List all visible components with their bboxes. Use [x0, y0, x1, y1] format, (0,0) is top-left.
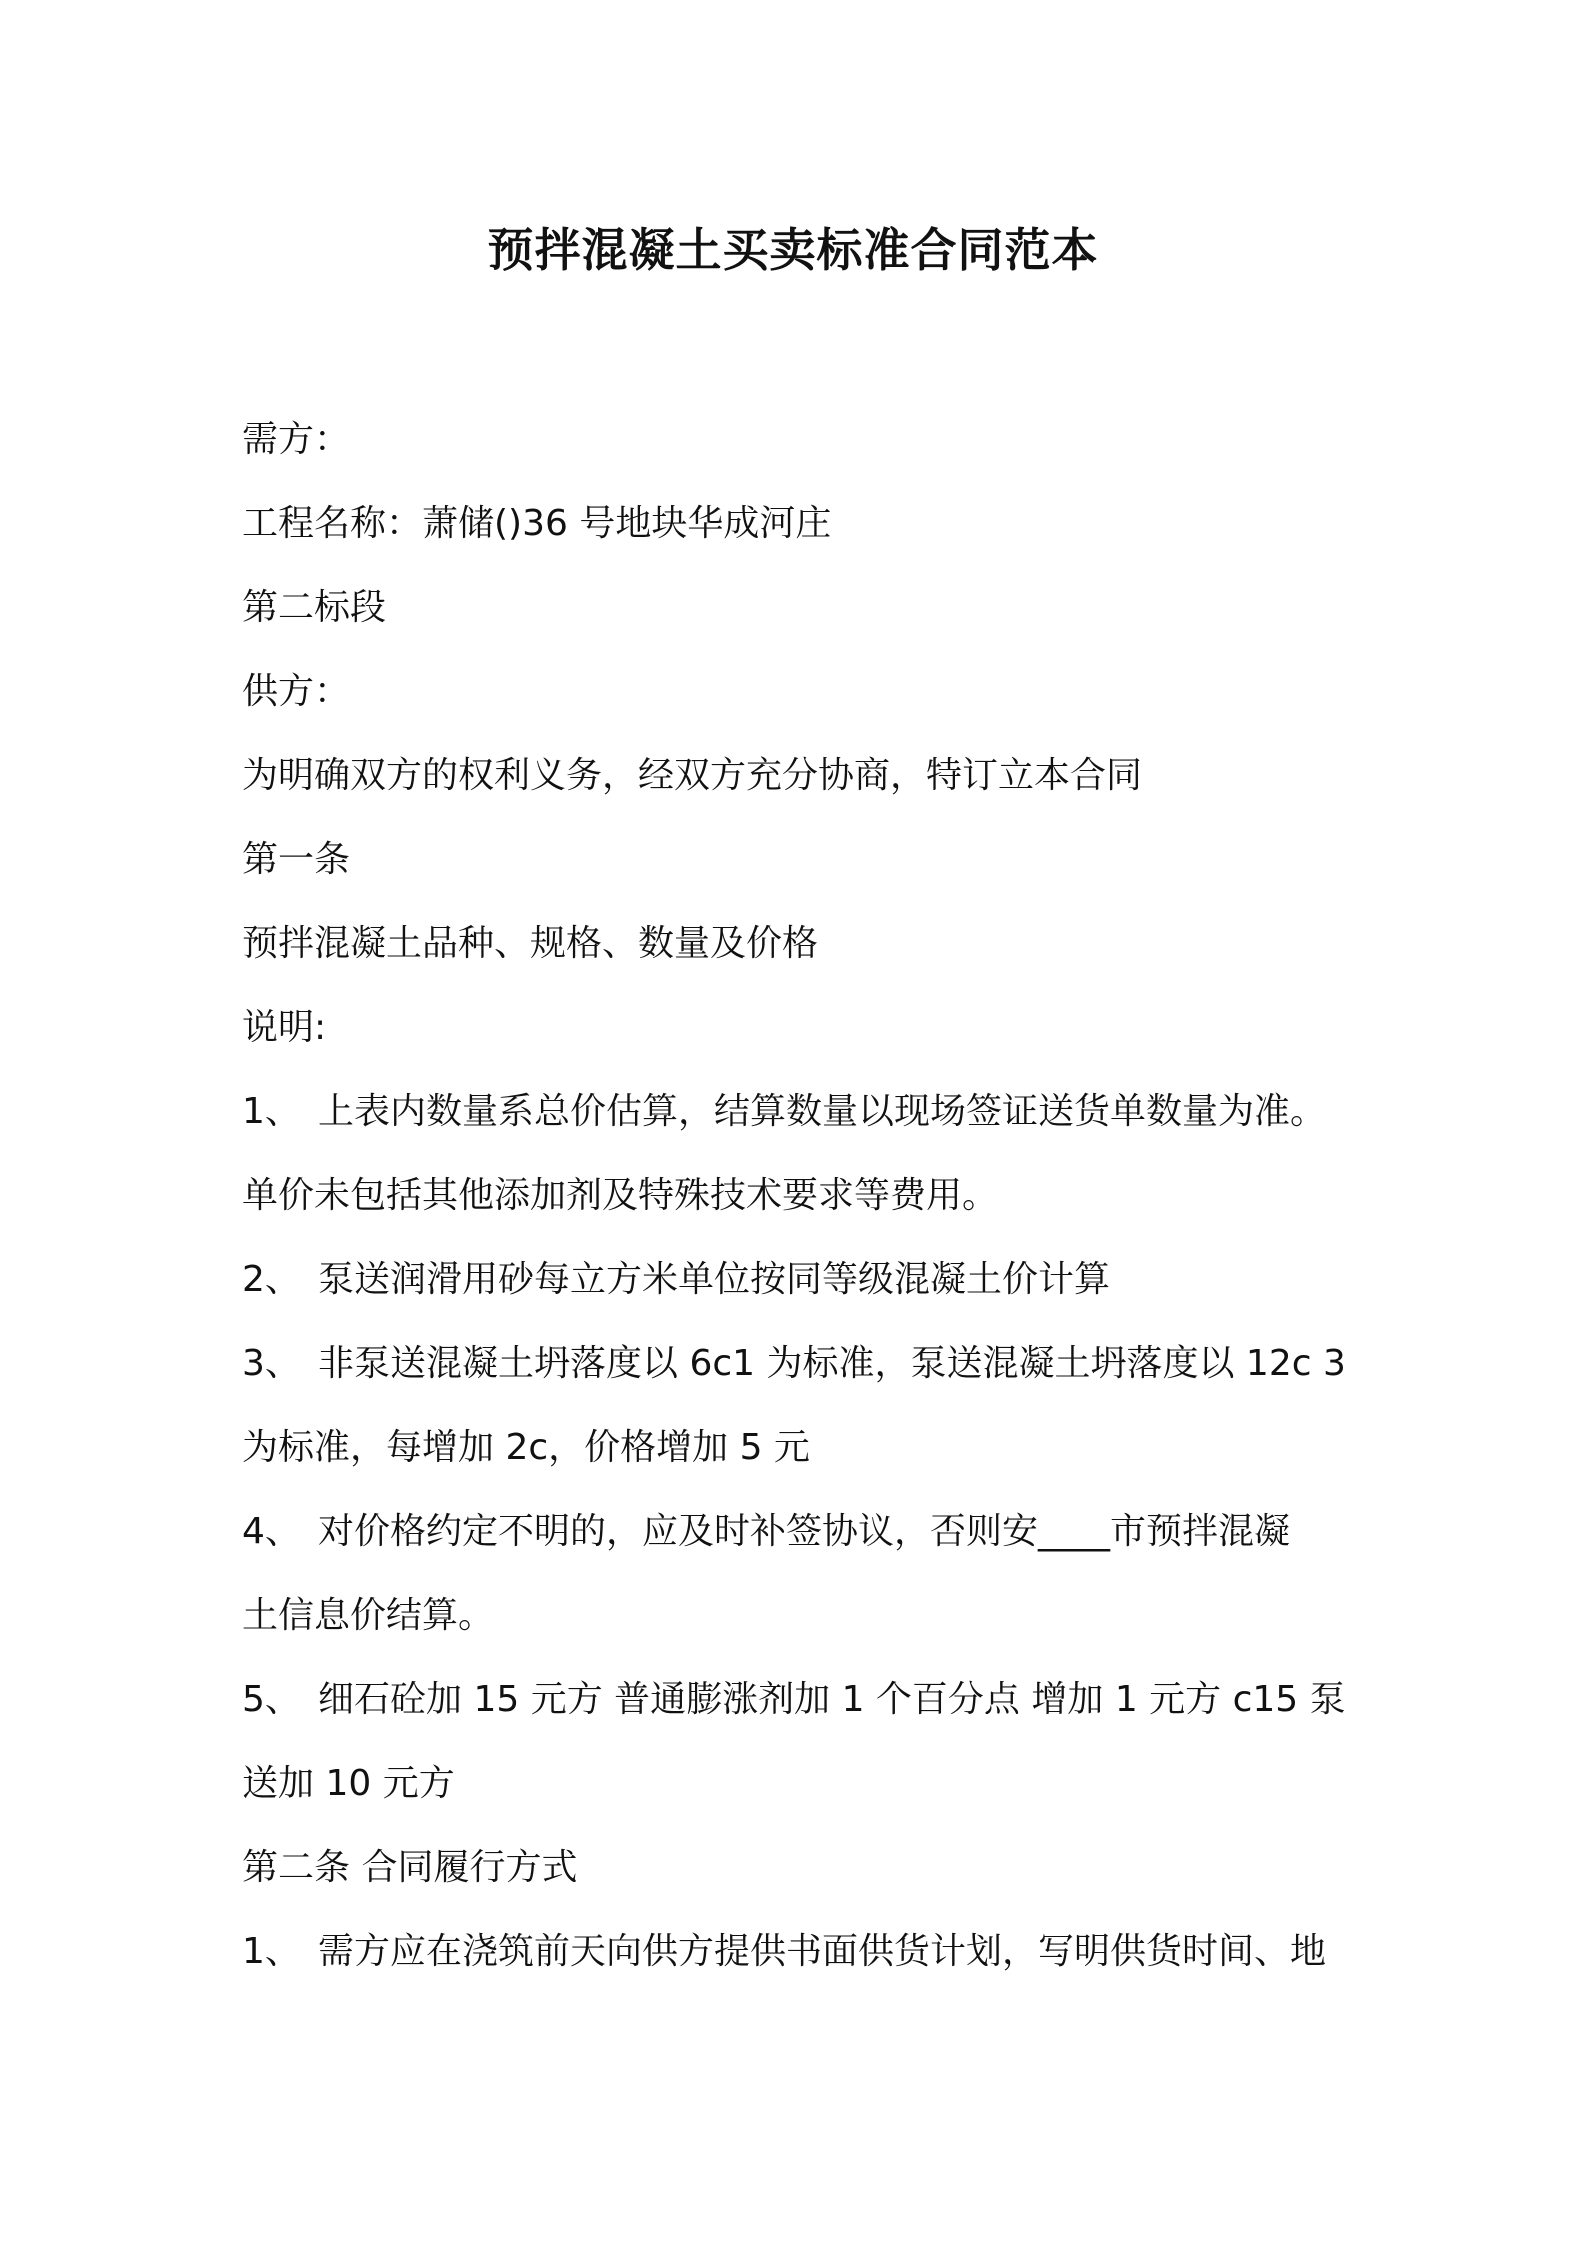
item-number: 1、	[242, 1091, 301, 1132]
line-text: 上表内数量系总价估算，结算数量以现场签证送货单数量为准。	[318, 1091, 1327, 1132]
item-number: 2、	[242, 1259, 301, 1300]
document-line	[242, 482, 1362, 566]
document-line	[242, 1154, 1362, 1238]
line-text: 预拌混凝土品种、规格、数量及价格	[242, 923, 819, 964]
document-title: 预拌混凝土买卖标准合同范本	[487, 223, 1099, 277]
item-number: 5、	[242, 1679, 301, 1720]
line-text: 泵送润滑用砂每立方米单位按同等级混凝土价计算	[318, 1259, 1111, 1300]
document-body	[242, 398, 1362, 1994]
line-text: 供方：	[242, 671, 351, 712]
line-text: 为标准，每增加 2c，价格增加 5 元	[242, 1427, 810, 1468]
item-number: 4、	[242, 1511, 301, 1552]
line-text: 第一条	[242, 839, 351, 880]
document-line	[242, 1070, 1362, 1154]
document-line	[242, 1658, 1362, 1742]
document-line	[242, 986, 1362, 1070]
line-text: 工程名称：萧储()36 号地块华成河庄	[242, 503, 832, 544]
line-text: 对价格约定不明的，应及时补签协议，否则安____市预拌混凝	[318, 1511, 1291, 1552]
document-line	[242, 1574, 1362, 1658]
line-text: 单价未包括其他添加剂及特殊技术要求等费用。	[242, 1175, 999, 1216]
item-number: 3、	[242, 1343, 301, 1384]
document-line	[242, 1826, 1362, 1910]
line-text: 送加 10 元方	[242, 1763, 455, 1804]
document-line	[242, 1406, 1362, 1490]
document-line	[242, 1910, 1362, 1994]
line-text: 非泵送混凝土坍落度以 6c1 为标准，泵送混凝土坍落度以 12c 3	[318, 1343, 1346, 1384]
document-line	[242, 566, 1362, 650]
document-line	[242, 1238, 1362, 1322]
line-text: 第二条 合同履行方式	[242, 1847, 578, 1888]
line-text: 说明:	[242, 1007, 327, 1048]
line-text: 土信息价结算。	[242, 1595, 495, 1636]
line-text: 需方应在浇筑前天向供方提供书面供货计划，写明供货时间、地	[318, 1931, 1327, 1972]
document-line	[242, 1322, 1362, 1406]
document-line	[242, 818, 1362, 902]
document-line	[242, 650, 1362, 734]
document-line	[242, 1742, 1362, 1826]
line-text: 需方：	[242, 419, 351, 460]
line-text: 细石砼加 15 元方 普通膨涨剂加 1 个百分点 增加 1 元方 c15 泵	[318, 1679, 1346, 1720]
document-line	[242, 734, 1362, 818]
line-text: 为明确双方的权利义务，经双方充分协商，特订立本合同	[242, 755, 1143, 796]
document-line	[242, 902, 1362, 986]
document-line	[242, 398, 1362, 482]
item-number: 1、	[242, 1931, 301, 1972]
document-line	[242, 1490, 1362, 1574]
line-text: 第二标段	[242, 587, 387, 628]
